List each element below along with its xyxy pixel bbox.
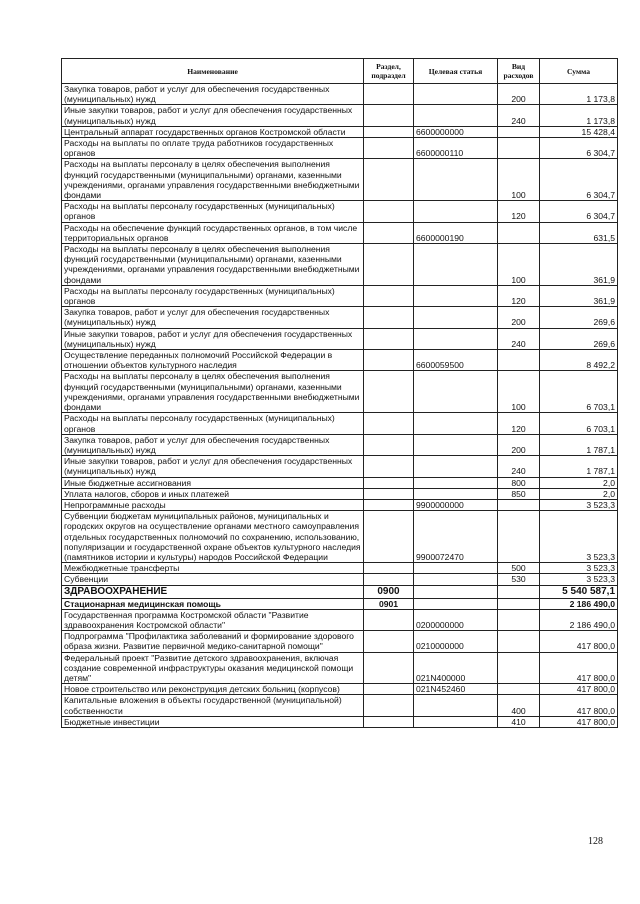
cell-article: 021N400000 bbox=[414, 652, 498, 684]
cell-sum: 417 800,0 bbox=[540, 695, 618, 716]
cell-name: Закупка товаров, работ и услуг для обеспечения государственных (муниципальных) нужд bbox=[62, 434, 364, 455]
cell-type: 100 bbox=[498, 159, 540, 201]
table-row bbox=[62, 511, 618, 563]
table-row bbox=[62, 477, 618, 488]
table-row bbox=[62, 563, 618, 574]
cell-article bbox=[414, 563, 498, 574]
cell-sum: 6 304,7 bbox=[540, 138, 618, 159]
cell-type: 850 bbox=[498, 488, 540, 499]
cell-article bbox=[414, 434, 498, 455]
table-row bbox=[62, 159, 618, 201]
cell-section bbox=[364, 105, 414, 126]
cell-section: 0901 bbox=[364, 598, 414, 609]
cell-section bbox=[364, 695, 414, 716]
cell-name: Расходы на выплаты персоналу государственных (муниципальных) органов bbox=[62, 285, 364, 306]
cell-sum: 2,0 bbox=[540, 488, 618, 499]
header-name: Наименование bbox=[62, 59, 364, 84]
cell-section bbox=[364, 456, 414, 477]
cell-article bbox=[414, 456, 498, 477]
cell-section bbox=[364, 138, 414, 159]
cell-section bbox=[364, 609, 414, 630]
cell-section bbox=[364, 563, 414, 574]
cell-article: 0200000000 bbox=[414, 609, 498, 630]
table-row bbox=[62, 598, 618, 609]
cell-type: 530 bbox=[498, 574, 540, 585]
cell-section bbox=[364, 413, 414, 434]
cell-sum: 6 304,7 bbox=[540, 201, 618, 222]
table-row bbox=[62, 285, 618, 306]
cell-type bbox=[498, 222, 540, 243]
cell-sum: 361,9 bbox=[540, 285, 618, 306]
cell-article bbox=[414, 598, 498, 609]
cell-section bbox=[364, 350, 414, 371]
cell-name: Расходы на выплаты по оплате труда работников государственных органов bbox=[62, 138, 364, 159]
cell-sum: 1 173,8 bbox=[540, 84, 618, 105]
table-row bbox=[62, 328, 618, 349]
table-row bbox=[62, 413, 618, 434]
cell-type bbox=[498, 511, 540, 563]
cell-sum: 1 173,8 bbox=[540, 105, 618, 126]
table-row bbox=[62, 371, 618, 413]
cell-section bbox=[364, 244, 414, 286]
cell-type: 200 bbox=[498, 84, 540, 105]
cell-sum: 417 800,0 bbox=[540, 684, 618, 695]
cell-article bbox=[414, 159, 498, 201]
cell-name: Капитальные вложения в объекты государственной (муниципальной) собственности bbox=[62, 695, 364, 716]
cell-section bbox=[364, 285, 414, 306]
cell-name: Субвенции bbox=[62, 574, 364, 585]
table-row bbox=[62, 695, 618, 716]
cell-sum: 6 304,7 bbox=[540, 159, 618, 201]
table-row bbox=[62, 350, 618, 371]
cell-sum: 3 523,3 bbox=[540, 563, 618, 574]
table-row bbox=[62, 609, 618, 630]
cell-name: Субвенции бюджетам муниципальных районов, муниципальных и городских округов на осуществление органами местного самоуправления отдельных государственных полномочий по сохранению, использованию, популяризации и государственной охране объектов культурного наследия (памятников истории и культуры) народов Российской Федерации bbox=[62, 511, 364, 563]
cell-name: Федеральный проект "Развитие детского здравоохранения, включая создание современной инфраструктуры оказания медицинской помощи детям" bbox=[62, 652, 364, 684]
cell-type: 800 bbox=[498, 477, 540, 488]
cell-sum: 5 540 587,1 bbox=[540, 585, 618, 598]
budget-table bbox=[61, 58, 618, 728]
header-article: Целевая статья bbox=[414, 59, 498, 84]
cell-article bbox=[414, 105, 498, 126]
table-row bbox=[62, 499, 618, 510]
cell-article: 6600000190 bbox=[414, 222, 498, 243]
table-row bbox=[62, 244, 618, 286]
cell-sum: 1 787,1 bbox=[540, 434, 618, 455]
cell-sum: 6 703,1 bbox=[540, 371, 618, 413]
cell-article bbox=[414, 307, 498, 328]
cell-name: Расходы на выплаты персоналу в целях обеспечения выполнения функций государственными (муниципальными) органами, казенными учреждениями, органами управления государственными внебюджетными фондами bbox=[62, 159, 364, 201]
table-row bbox=[62, 456, 618, 477]
cell-sum: 417 800,0 bbox=[540, 652, 618, 684]
cell-section bbox=[364, 371, 414, 413]
cell-sum: 269,6 bbox=[540, 328, 618, 349]
table-body bbox=[62, 84, 618, 728]
cell-name: Расходы на обеспечение функций государственных органов, в том числе территориальных органов bbox=[62, 222, 364, 243]
cell-sum: 3 523,3 bbox=[540, 511, 618, 563]
cell-name: Непрограммные расходы bbox=[62, 499, 364, 510]
cell-sum: 361,9 bbox=[540, 244, 618, 286]
cell-article: 9900000000 bbox=[414, 499, 498, 510]
cell-name: Осуществление переданных полномочий Российской Федерации в отношении объектов культурного наследия bbox=[62, 350, 364, 371]
cell-type: 120 bbox=[498, 285, 540, 306]
table-row bbox=[62, 307, 618, 328]
cell-section bbox=[364, 574, 414, 585]
cell-type: 410 bbox=[498, 716, 540, 727]
header-sum: Сумма bbox=[540, 59, 618, 84]
cell-type: 200 bbox=[498, 307, 540, 328]
table-row bbox=[62, 631, 618, 652]
cell-type: 120 bbox=[498, 413, 540, 434]
cell-name: Межбюджетные трансферты bbox=[62, 563, 364, 574]
cell-sum: 417 800,0 bbox=[540, 631, 618, 652]
cell-type bbox=[498, 609, 540, 630]
cell-sum: 2,0 bbox=[540, 477, 618, 488]
cell-article bbox=[414, 328, 498, 349]
cell-type bbox=[498, 585, 540, 598]
cell-article bbox=[414, 244, 498, 286]
cell-sum: 15 428,4 bbox=[540, 126, 618, 137]
cell-sum: 3 523,3 bbox=[540, 499, 618, 510]
cell-type bbox=[498, 126, 540, 137]
cell-article bbox=[414, 585, 498, 598]
table-row bbox=[62, 488, 618, 499]
cell-name: Закупка товаров, работ и услуг для обеспечения государственных (муниципальных) нужд bbox=[62, 84, 364, 105]
cell-type: 100 bbox=[498, 244, 540, 286]
cell-article: 6600000000 bbox=[414, 126, 498, 137]
table-row bbox=[62, 84, 618, 105]
cell-article: 021N452460 bbox=[414, 684, 498, 695]
cell-name: Расходы на выплаты персоналу государственных (муниципальных) органов bbox=[62, 201, 364, 222]
cell-section bbox=[364, 652, 414, 684]
cell-article: 6600000110 bbox=[414, 138, 498, 159]
cell-type: 240 bbox=[498, 456, 540, 477]
cell-article bbox=[414, 695, 498, 716]
cell-type bbox=[498, 499, 540, 510]
page-number: 128 bbox=[588, 836, 603, 847]
cell-name: Расходы на выплаты персоналу в целях обеспечения выполнения функций государственными (муниципальными) органами, казенными учреждениями, органами управления государственными внебюджетными фондами bbox=[62, 244, 364, 286]
table-row bbox=[62, 434, 618, 455]
cell-article: 9900072470 bbox=[414, 511, 498, 563]
cell-name: Иные закупки товаров, работ и услуг для обеспечения государственных (муниципальных) нужд bbox=[62, 328, 364, 349]
cell-sum: 269,6 bbox=[540, 307, 618, 328]
cell-name: Государственная программа Костромской области "Развитие здравоохранения Костромской области" bbox=[62, 609, 364, 630]
cell-type: 240 bbox=[498, 328, 540, 349]
cell-sum: 3 523,3 bbox=[540, 574, 618, 585]
cell-type bbox=[498, 631, 540, 652]
cell-name: Стационарная медицинская помощь bbox=[62, 598, 364, 609]
table-row bbox=[62, 652, 618, 684]
cell-section bbox=[364, 328, 414, 349]
cell-article bbox=[414, 201, 498, 222]
cell-article: 0210000000 bbox=[414, 631, 498, 652]
cell-sum: 2 186 490,0 bbox=[540, 609, 618, 630]
cell-type bbox=[498, 598, 540, 609]
cell-name: Иные бюджетные ассигнования bbox=[62, 477, 364, 488]
table-row bbox=[62, 105, 618, 126]
cell-article bbox=[414, 413, 498, 434]
cell-section bbox=[364, 126, 414, 137]
table-row bbox=[62, 574, 618, 585]
cell-section bbox=[364, 84, 414, 105]
cell-section bbox=[364, 511, 414, 563]
cell-article bbox=[414, 84, 498, 105]
cell-name: ЗДРАВООХРАНЕНИЕ bbox=[62, 585, 364, 598]
cell-section bbox=[364, 684, 414, 695]
cell-article bbox=[414, 285, 498, 306]
cell-article bbox=[414, 371, 498, 413]
cell-section bbox=[364, 477, 414, 488]
cell-name: Центральный аппарат государственных органов Костромской области bbox=[62, 126, 364, 137]
table-row bbox=[62, 585, 618, 598]
cell-type bbox=[498, 684, 540, 695]
table-row bbox=[62, 126, 618, 137]
cell-name: Уплата налогов, сборов и иных платежей bbox=[62, 488, 364, 499]
cell-section bbox=[364, 307, 414, 328]
cell-type bbox=[498, 138, 540, 159]
cell-section bbox=[364, 159, 414, 201]
cell-section bbox=[364, 222, 414, 243]
header-section: Раздел, подраздел bbox=[364, 59, 414, 84]
cell-type: 120 bbox=[498, 201, 540, 222]
cell-sum: 6 703,1 bbox=[540, 413, 618, 434]
table-row bbox=[62, 222, 618, 243]
header-row bbox=[62, 59, 618, 84]
cell-section bbox=[364, 499, 414, 510]
table-row bbox=[62, 138, 618, 159]
cell-type: 200 bbox=[498, 434, 540, 455]
cell-type: 100 bbox=[498, 371, 540, 413]
cell-name: Расходы на выплаты персоналу в целях обеспечения выполнения функций государственными (муниципальными) органами, казенными учреждениями, органами управления государственными внебюджетными фондами bbox=[62, 371, 364, 413]
table-row bbox=[62, 684, 618, 695]
cell-sum: 631,5 bbox=[540, 222, 618, 243]
cell-article bbox=[414, 477, 498, 488]
cell-section bbox=[364, 434, 414, 455]
cell-article bbox=[414, 574, 498, 585]
cell-name: Иные закупки товаров, работ и услуг для обеспечения государственных (муниципальных) нужд bbox=[62, 105, 364, 126]
cell-section: 0900 bbox=[364, 585, 414, 598]
cell-name: Бюджетные инвестиции bbox=[62, 716, 364, 727]
header-type: Вид расходов bbox=[498, 59, 540, 84]
cell-section bbox=[364, 488, 414, 499]
table-row bbox=[62, 201, 618, 222]
cell-type bbox=[498, 652, 540, 684]
cell-sum: 8 492,2 bbox=[540, 350, 618, 371]
cell-section bbox=[364, 201, 414, 222]
cell-section bbox=[364, 631, 414, 652]
cell-article bbox=[414, 488, 498, 499]
cell-type: 240 bbox=[498, 105, 540, 126]
table-row bbox=[62, 716, 618, 727]
cell-section bbox=[364, 716, 414, 727]
cell-name: Новое строительство или реконструкция детских больниц (корпусов) bbox=[62, 684, 364, 695]
cell-type bbox=[498, 350, 540, 371]
cell-name: Иные закупки товаров, работ и услуг для обеспечения государственных (муниципальных) нужд bbox=[62, 456, 364, 477]
cell-type: 400 bbox=[498, 695, 540, 716]
cell-type: 500 bbox=[498, 563, 540, 574]
cell-sum: 2 186 490,0 bbox=[540, 598, 618, 609]
cell-name: Закупка товаров, работ и услуг для обеспечения государственных (муниципальных) нужд bbox=[62, 307, 364, 328]
cell-name: Расходы на выплаты персоналу государственных (муниципальных) органов bbox=[62, 413, 364, 434]
cell-sum: 417 800,0 bbox=[540, 716, 618, 727]
cell-name: Подпрограмма "Профилактика заболеваний и формирование здорового образа жизни. Развитие первичной медико-санитарной помощи" bbox=[62, 631, 364, 652]
cell-article bbox=[414, 716, 498, 727]
cell-sum: 1 787,1 bbox=[540, 456, 618, 477]
cell-article: 6600059500 bbox=[414, 350, 498, 371]
